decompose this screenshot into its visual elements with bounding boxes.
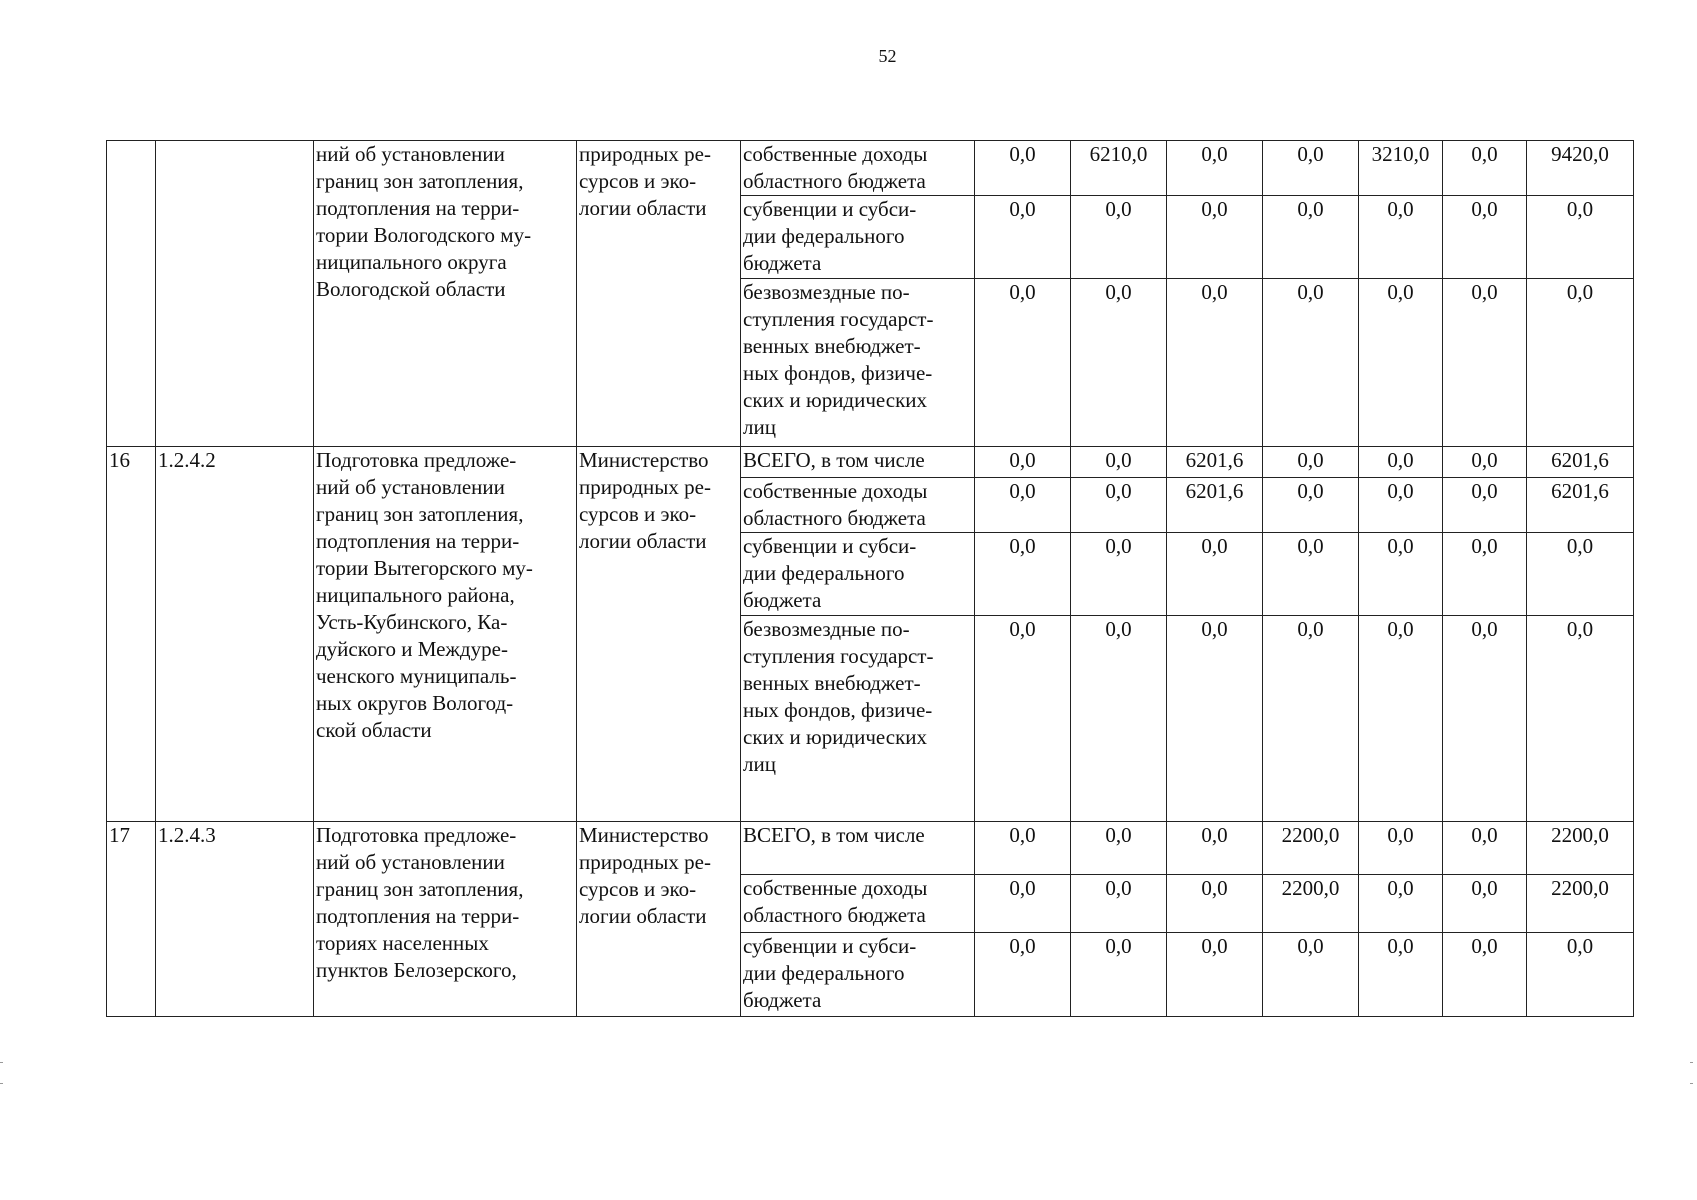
- funding-source-cell: собственные доходы областного бюджета: [741, 141, 975, 196]
- value-cell: 0,0: [1443, 533, 1527, 616]
- value-cell: 0,0: [975, 478, 1071, 533]
- value-cell: 0,0: [975, 822, 1071, 875]
- value-cell: 0,0: [1359, 478, 1443, 533]
- funding-source-cell: безвозмездные по- ступления государст- венных внебюджет- ных фондов, физиче- ских и юридических лиц: [741, 616, 975, 822]
- funding-source-cell: субвенции и субси- дии федерального бюджета: [741, 196, 975, 279]
- value-cell: 0,0: [1071, 616, 1167, 822]
- value-cell: 0,0: [1167, 279, 1263, 447]
- value-cell: 0,0: [1263, 933, 1359, 1017]
- value-cell: 2200,0: [1527, 875, 1634, 933]
- value-cell: 0,0: [975, 279, 1071, 447]
- value-cell: 0,0: [1071, 822, 1167, 875]
- value-cell: 0,0: [1263, 447, 1359, 478]
- value-cell: 0,0: [1359, 279, 1443, 447]
- value-cell: 0,0: [1167, 822, 1263, 875]
- value-cell: 0,0: [1167, 933, 1263, 1017]
- funding-source-cell: субвенции и субси- дии федерального бюджета: [741, 933, 975, 1017]
- value-cell: 0,0: [1443, 141, 1527, 196]
- executor-cell: природных ре- сурсов и эко- логии области: [577, 141, 741, 447]
- value-cell: 0,0: [1167, 875, 1263, 933]
- funding-source-cell: собственные доходы областного бюджета: [741, 875, 975, 933]
- value-cell: 0,0: [1359, 616, 1443, 822]
- value-cell: 0,0: [1527, 533, 1634, 616]
- value-cell: 0,0: [1443, 875, 1527, 933]
- value-cell: 0,0: [1359, 196, 1443, 279]
- value-cell: 0,0: [1071, 279, 1167, 447]
- value-cell: 0,0: [1527, 616, 1634, 822]
- financing-table: [106, 140, 1634, 1017]
- value-cell: 0,0: [1167, 616, 1263, 822]
- value-cell: 0,0: [1359, 533, 1443, 616]
- value-cell: 0,0: [1167, 196, 1263, 279]
- page-number: 52: [878, 46, 897, 66]
- value-cell: 0,0: [975, 141, 1071, 196]
- value-cell: 0,0: [1443, 822, 1527, 875]
- row-number-cell: 16: [107, 447, 156, 822]
- value-cell: 6201,6: [1167, 447, 1263, 478]
- value-cell: 2200,0: [1263, 822, 1359, 875]
- value-cell: 0,0: [1167, 533, 1263, 616]
- value-cell: 0,0: [975, 533, 1071, 616]
- table-row: [107, 141, 1634, 196]
- value-cell: 0,0: [1071, 447, 1167, 478]
- funding-source-cell: субвенции и субси- дии федерального бюджета: [741, 533, 975, 616]
- funding-source-cell: ВСЕГО, в том числе: [741, 822, 975, 875]
- value-cell: 0,0: [975, 447, 1071, 478]
- value-cell: 0,0: [1443, 478, 1527, 533]
- value-cell: 0,0: [1359, 822, 1443, 875]
- value-cell: 2200,0: [1263, 875, 1359, 933]
- value-cell: 6201,6: [1527, 447, 1634, 478]
- value-cell: 0,0: [1263, 196, 1359, 279]
- value-cell: 0,0: [1263, 616, 1359, 822]
- value-cell: 0,0: [1443, 447, 1527, 478]
- funding-source-cell: собственные доходы областного бюджета: [741, 478, 975, 533]
- value-cell: 0,0: [1359, 933, 1443, 1017]
- value-cell: 0,0: [1443, 279, 1527, 447]
- scan-edge-mark-left: [0, 1062, 3, 1084]
- value-cell: 0,0: [1263, 478, 1359, 533]
- row-number-cell: 17: [107, 822, 156, 1017]
- value-cell: 0,0: [1071, 478, 1167, 533]
- value-cell: 0,0: [1527, 933, 1634, 1017]
- value-cell: 0,0: [1443, 616, 1527, 822]
- value-cell: 0,0: [1167, 141, 1263, 196]
- value-cell: 0,0: [975, 875, 1071, 933]
- measure-code-cell: 1.2.4.3: [156, 822, 314, 1017]
- row-number-cell: [107, 141, 156, 447]
- funding-source-cell: ВСЕГО, в том числе: [741, 447, 975, 478]
- table-row: [107, 822, 1634, 875]
- measure-code-cell: 1.2.4.2: [156, 447, 314, 822]
- scan-edge-mark-right: [1690, 1062, 1693, 1084]
- funding-source-cell: безвозмездные по- ступления государст- венных внебюджет- ных фондов, физиче- ских и юридических лиц: [741, 279, 975, 447]
- value-cell: 9420,0: [1527, 141, 1634, 196]
- value-cell: 0,0: [1071, 196, 1167, 279]
- value-cell: 0,0: [1359, 447, 1443, 478]
- measure-name-cell: Подготовка предложе- ний об установлении границ зон затопления, подтопления на терри- ториях населенных пунктов Белозерского,: [314, 822, 577, 1017]
- value-cell: 0,0: [1359, 875, 1443, 933]
- value-cell: 0,0: [975, 196, 1071, 279]
- value-cell: 6201,6: [1527, 478, 1634, 533]
- value-cell: 6210,0: [1071, 141, 1167, 196]
- executor-cell: Министерство природных ре- сурсов и эко- логии области: [577, 822, 741, 1017]
- value-cell: 0,0: [975, 616, 1071, 822]
- value-cell: 0,0: [1263, 533, 1359, 616]
- value-cell: 3210,0: [1359, 141, 1443, 196]
- measure-name-cell: ний об установлении границ зон затопления, подтопления на терри- тории Вологодского му- ниципального округа Вологодской области: [314, 141, 577, 447]
- value-cell: 0,0: [975, 933, 1071, 1017]
- value-cell: 0,0: [1527, 279, 1634, 447]
- value-cell: 0,0: [1263, 279, 1359, 447]
- value-cell: 0,0: [1443, 933, 1527, 1017]
- value-cell: 0,0: [1527, 196, 1634, 279]
- value-cell: 0,0: [1263, 141, 1359, 196]
- value-cell: 0,0: [1071, 875, 1167, 933]
- measure-code-cell: [156, 141, 314, 447]
- value-cell: 0,0: [1071, 933, 1167, 1017]
- measure-name-cell: Подготовка предложе- ний об установлении границ зон затопления, подтопления на терри- тории Вытегорского му- ниципального района, Усть-Кубинского, Ка- дуйского и Междуре- ченского муниципаль- ных округов Вологод- ской области: [314, 447, 577, 822]
- value-cell: 0,0: [1443, 196, 1527, 279]
- executor-cell: Министерство природных ре- сурсов и эко- логии области: [577, 447, 741, 822]
- value-cell: 6201,6: [1167, 478, 1263, 533]
- value-cell: 0,0: [1071, 533, 1167, 616]
- value-cell: 2200,0: [1527, 822, 1634, 875]
- table-row: [107, 447, 1634, 478]
